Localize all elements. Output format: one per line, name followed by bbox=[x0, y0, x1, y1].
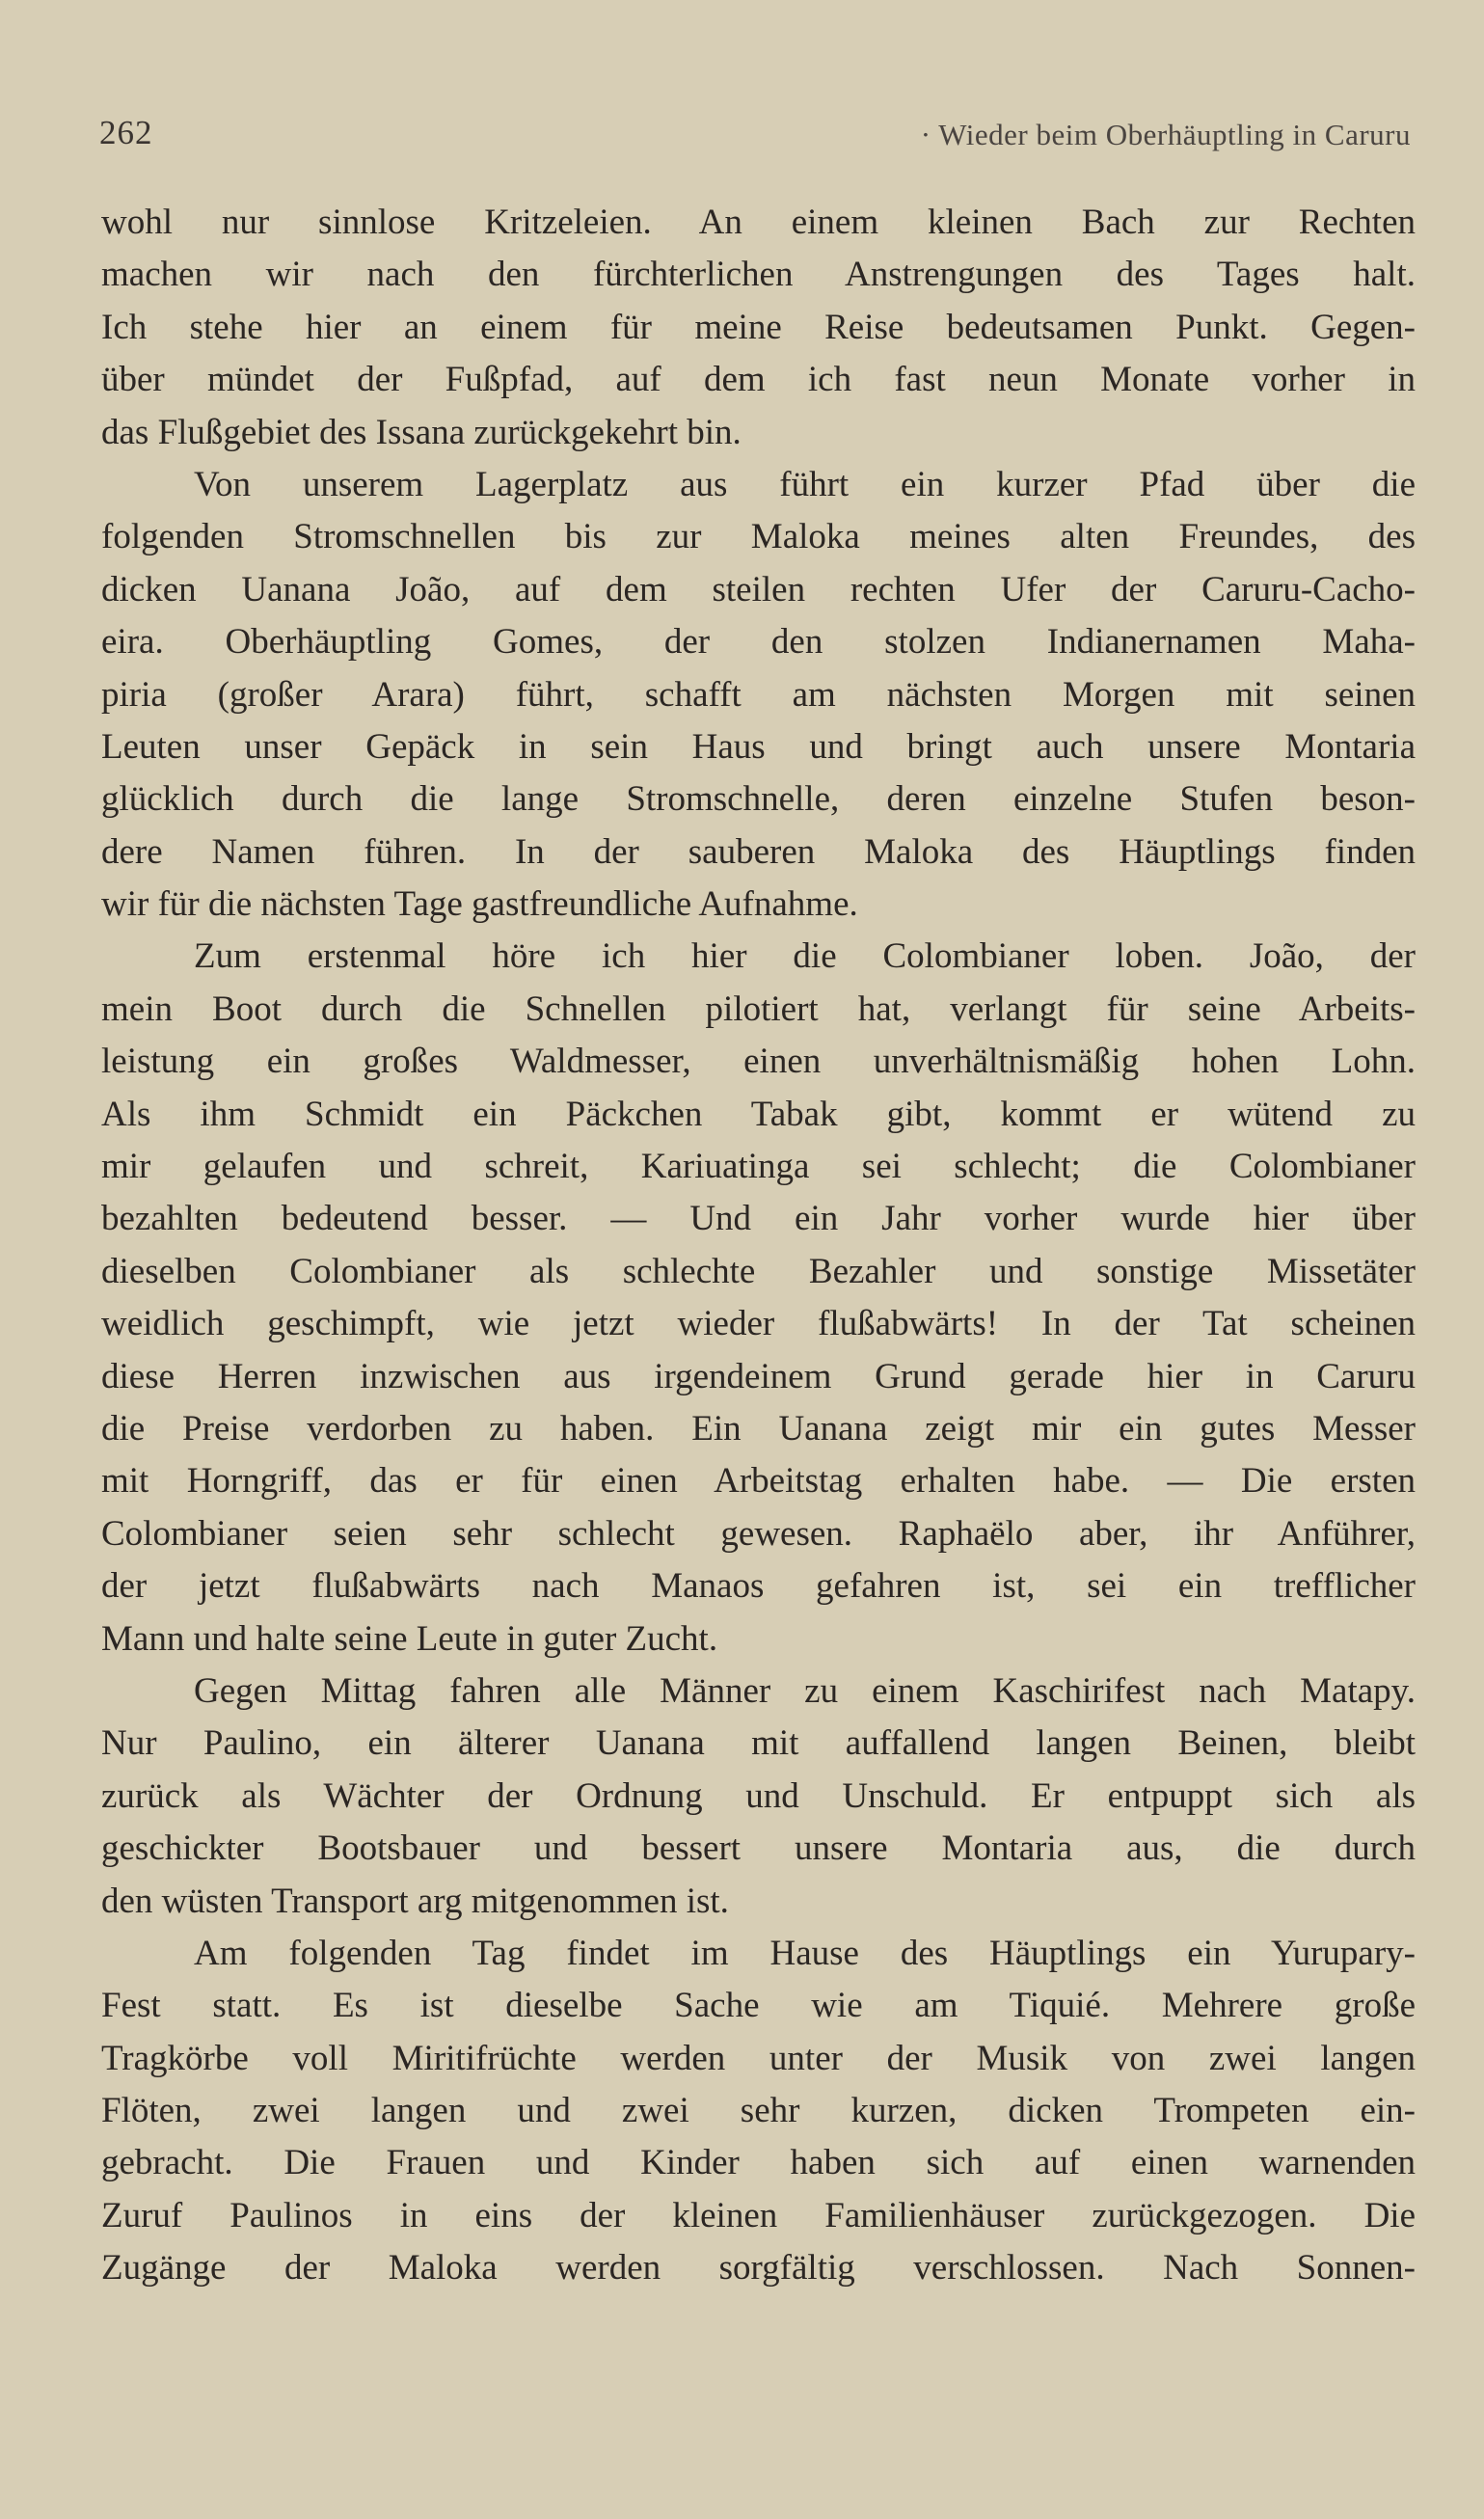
text-line: wohl nur sinnlose Kritzeleien. An einem kleinen Bach zur Rechten bbox=[101, 203, 1416, 242]
text-line: Zum erstenmal höre ich hier die Colombianer loben. João, der bbox=[194, 936, 1416, 977]
text-line: Von unserem Lagerplatz aus führt ein kurzer Pfad über die bbox=[194, 464, 1416, 504]
text-line: der jetzt flußabwärts nach Manaos gefahren ist, sei ein trefflicher bbox=[101, 1566, 1416, 1607]
text-line: Fest statt. Es ist dieselbe Sache wie am Tiquié. Mehrere große bbox=[101, 1986, 1416, 2026]
text-line: gebracht. Die Frauen und Kinder haben sich auf einen warnenden bbox=[101, 2143, 1416, 2183]
text-line: Als ihm Schmidt ein Päckchen Tabak gibt, kommt er wütend zu bbox=[101, 1094, 1416, 1134]
text-line: diese Herren inzwischen aus irgendeinem Grund gerade hier in Caruru bbox=[101, 1356, 1416, 1396]
text-line: mir gelaufen und schreit, Kariuatinga sei schlecht; die Colombianer bbox=[101, 1147, 1416, 1187]
text-line: bezahlten bedeutend besser. — Und ein Jahr vorher wurde hier über bbox=[101, 1199, 1416, 1239]
text-line: dicken Uanana João, auf dem steilen rechten Ufer der Caruru-Cacho- bbox=[101, 569, 1416, 609]
text-line: wir für die nächsten Tage gastfreundliche Aufnahme. bbox=[101, 884, 858, 925]
text-line: Tragkörbe voll Miritifrüchte werden unter der Musik von zwei langen bbox=[101, 2038, 1416, 2078]
text-line: über mündet der Fußpfad, auf dem ich fast neun Monate vorher in bbox=[101, 360, 1416, 400]
text-line: glücklich durch die lange Stromschnelle, deren einzelne Stufen beson- bbox=[101, 779, 1416, 820]
text-line: Zuruf Paulinos in eins der kleinen Familienhäuser zurückgezogen. Die bbox=[101, 2195, 1416, 2235]
text-line: Zugänge der Maloka werden sorgfältig verschlossen. Nach Sonnen- bbox=[101, 2248, 1416, 2289]
text-line: weidlich geschimpft, wie jetzt wieder flußabwärts! In der Tat scheinen bbox=[101, 1304, 1416, 1344]
text-line: Colombianer seien sehr schlecht gewesen. Raphaëlo aber, ihr Anführer, bbox=[101, 1513, 1416, 1554]
text-line: Nur Paulino, ein älterer Uanana mit auffallend langen Beinen, bleibt bbox=[101, 1723, 1416, 1764]
text-line: das Flußgebiet des Issana zurückgekehrt bin. bbox=[101, 412, 742, 452]
text-line: dieselben Colombianer als schlechte Bezahler und sonstige Missetäter bbox=[101, 1251, 1416, 1291]
running-head bbox=[99, 114, 1411, 162]
text-line: den wüsten Transport arg mitgenommen ist. bbox=[101, 1881, 729, 1921]
text-line: eira. Oberhäuptling Gomes, der den stolzen Indianernamen Maha- bbox=[101, 622, 1416, 663]
text-line: Am folgenden Tag findet im Hause des Häuptlings ein Yurupary- bbox=[194, 1933, 1416, 1973]
text-line: Leuten unser Gepäck in sein Haus und bringt auch unsere Montaria bbox=[101, 726, 1416, 767]
text-line: Mann und halte seine Leute in guter Zucht. bbox=[101, 1618, 718, 1659]
body-text bbox=[101, 197, 1416, 2295]
text-line: folgenden Stromschnellen bis zur Maloka meines alten Freundes, des bbox=[101, 517, 1416, 557]
text-line: piria (großer Arara) führt, schafft am nächsten Morgen mit seinen bbox=[101, 674, 1416, 715]
text-line: Ich stehe hier an einem für meine Reise bedeutsamen Punkt. Gegen- bbox=[101, 307, 1416, 347]
text-line: die Preise verdorben zu haben. Ein Uanana zeigt mir ein gutes Messer bbox=[101, 1408, 1416, 1449]
text-line: Flöten, zwei langen und zwei sehr kurzen, dicken Trompeten ein- bbox=[101, 2091, 1416, 2131]
running-title: · Wieder beim Oberhäuptling in Caruru bbox=[920, 118, 1411, 151]
page-number: 262 bbox=[99, 114, 153, 151]
text-line: zurück als Wächter der Ordnung und Unschuld. Er entpuppt sich als bbox=[101, 1775, 1416, 1816]
text-line: machen wir nach den fürchterlichen Anstrengungen des Tages halt. bbox=[101, 255, 1416, 295]
text-line: mit Horngriff, das er für einen Arbeitstag erhalten habe. — Die ersten bbox=[101, 1461, 1416, 1502]
text-line: mein Boot durch die Schnellen pilotiert hat, verlangt für seine Arbeits- bbox=[101, 989, 1416, 1029]
text-line: leistung ein großes Waldmesser, einen unverhältnismäßig hohen Lohn. bbox=[101, 1042, 1416, 1082]
text-line: Gegen Mittag fahren alle Männer zu einem Kaschirifest nach Matapy. bbox=[194, 1670, 1416, 1711]
text-line: dere Namen führen. In der sauberen Maloka des Häuptlings finden bbox=[101, 831, 1416, 872]
text-line: geschickter Bootsbauer und bessert unsere Montaria aus, die durch bbox=[101, 1828, 1416, 1869]
